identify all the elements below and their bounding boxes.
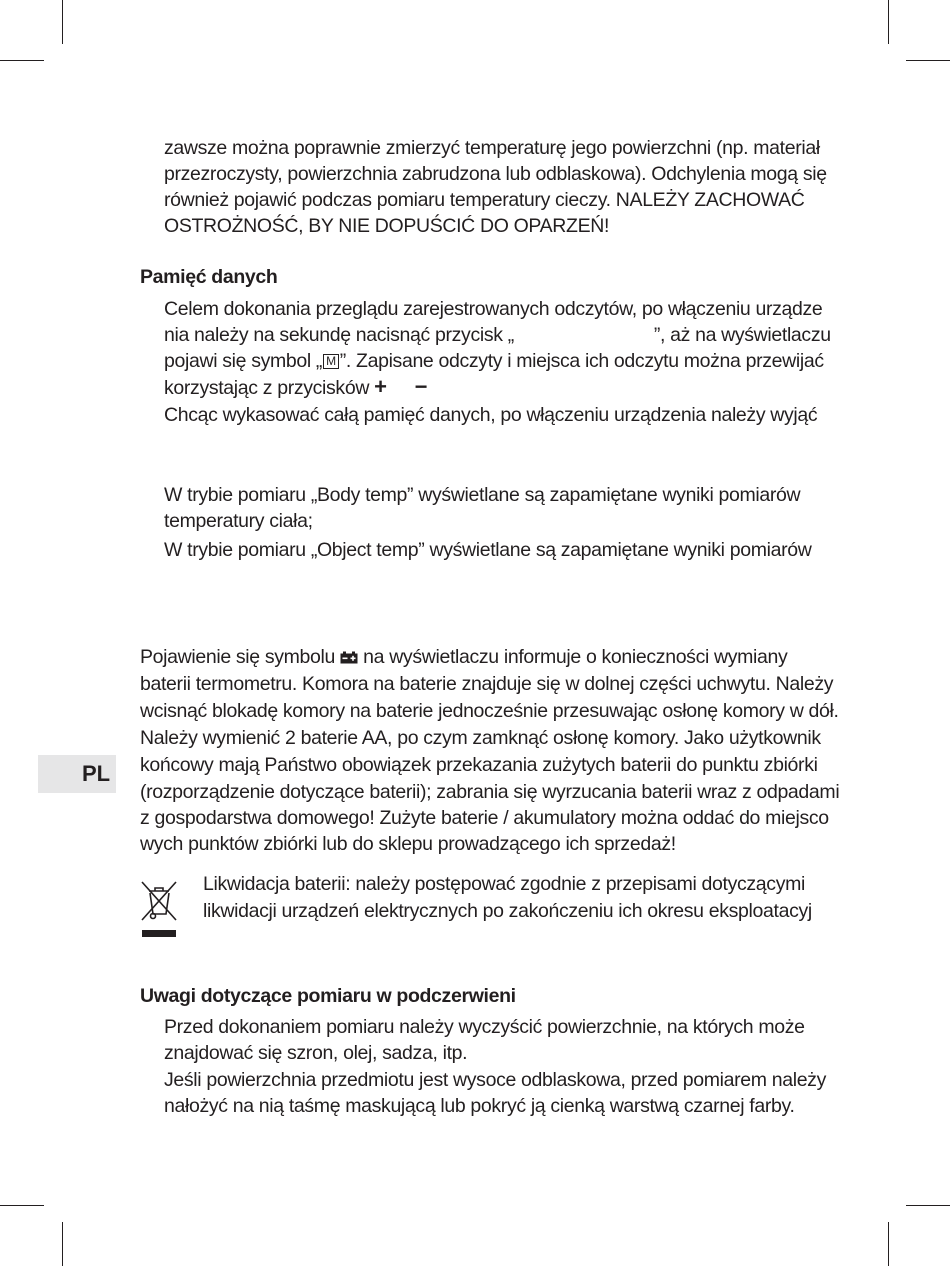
minus-icon: − [414,374,428,399]
battery-low-icon [340,651,358,664]
text-line: Przed dokonaniem pomiaru należy wyczyścić powierzchnie, na których może [164,1016,805,1038]
text-line: OSTROŻNOŚĆ, BY NIE DOPUŚCIĆ DO OPARZEŃ! [164,215,610,237]
text-line: Należy wymienić 2 baterie AA, po czym zamknąć osłonę komory. Jako użytkownik [140,727,821,749]
crop-mark [0,60,44,61]
text-line [140,644,787,671]
memory-symbol-icon: M [323,354,339,369]
crop-mark [62,0,63,44]
text-line: z gospodarstwa domowego! Zużyte baterie / akumulatory można oddać do miejsco [140,807,829,829]
section-heading-ir: Uwagi dotyczące pomiaru w podczerwieni [140,985,516,1007]
text-line: nałożyć na nią taśmę maskującą lub pokryć ją cienką warstwą czarnej farby. [164,1095,795,1117]
text-fragment: ”. Zapisane odczyty i miejsca ich odczytu można przewijać [339,350,824,372]
text-fragment: korzystając z przycisków [164,377,370,399]
text-line [164,374,427,402]
text-line: (rozporządzenie dotyczące baterii); zabrania się wyrzucania baterii wraz z odpadami [140,781,840,803]
text-line: likwidacji urządzeń elektrycznych po zakończeniu ich okresu eksploatacyj [203,900,812,922]
text-line [164,322,831,349]
language-label: PL [82,761,111,786]
text-fragment: pojawi się symbol „ [164,350,323,372]
crossed-out-wheelie-bin-icon [138,879,180,941]
plus-icon: + [374,374,387,399]
text-line: Jeśli powierzchnia przedmiotu jest wysoce odblaskowa, przed pomiarem należy [164,1069,826,1091]
text-line: W trybie pomiaru „Body temp” wyświetlane są zapamiętane wyniki pomiarów [164,484,801,506]
text-fragment: ”, aż na wyświetlaczu [653,324,831,346]
crop-mark [906,60,950,61]
crop-mark [888,0,889,44]
text-line: Celem dokonania przeglądu zarejestrowanych odczytów, po włączeniu urządze [164,298,823,320]
section-heading-memory: Pamięć danych [140,266,278,288]
text-fragment: nia należy na sekundę nacisnąć przycisk „ [164,324,514,346]
text-line: zawsze można poprawnie zmierzyć temperaturę jego powierzchni (np. materiał [164,137,820,159]
text-line: wcisnąć blokadę komory na baterie jednocześnie przesuwając osłonę komory w dół. [140,700,839,722]
text-line: Chcąc wykasować całą pamięć danych, po włączeniu urządzenia należy wyjąć [164,404,818,426]
language-tab [38,755,116,793]
text-line: znajdować się szron, olej, sadza, itp. [164,1042,468,1064]
text-line: końcowy mają Państwo obowiązek przekazania zużytych baterii do punktu zbiórki [140,754,818,776]
text-line: W trybie pomiaru „Object temp” wyświetlane są zapamiętane wyniki pomiarów [164,539,812,561]
text-fragment: Pojawienie się symbolu [140,646,335,668]
crop-mark [906,1205,950,1206]
text-fragment: na wyświetlaczu informuje o konieczności wymiany [363,646,788,668]
text-line [164,348,824,375]
text-line: temperatury ciała; [164,510,313,532]
crop-mark [62,1222,63,1266]
text-line: wych punktów zbiórki lub do sklepu prowadzącego ich sprzedaż! [140,833,676,855]
text-line: baterii termometru. Komora na baterie znajduje się w dolnej części uchwytu. Należy [140,673,834,695]
text-line: Likwidacja baterii: należy postępować zgodnie z przepisami dotyczącymi [203,873,805,895]
crop-mark [0,1205,44,1206]
text-line: przezroczysty, powierzchnia zabrudzona lub odblaskowa). Odchylenia mogą się [164,163,827,185]
text-line: również pojawić podczas pomiaru temperatury cieczy. NALEŻY ZACHOWAĆ [164,189,805,211]
crop-mark [888,1222,889,1266]
